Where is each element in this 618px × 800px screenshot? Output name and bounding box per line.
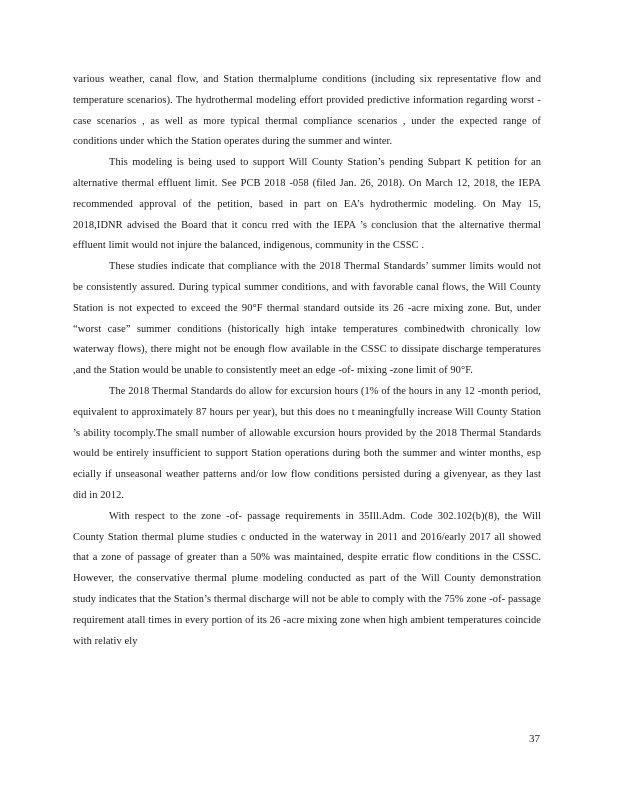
paragraph-continuation: various weather, canal flow, and Station thermalplume conditions (including six representative flow and temperature scenarios). The hydrothermal modeling effort provided predictive information regarding worst -case scenarios , as well as more typical thermal compliance scenarios , under the expected range of conditions under which the Station operates during the summer and winter.: [73, 74, 541, 148]
body-text: [73, 70, 541, 652]
page-number: 37: [529, 733, 540, 745]
paragraph-modeling-support: This modeling is being used to support Will County Station’s pending Subpart K petition for an alternative thermal effluent limit. See PCB 2018 -058 (filed Jan. 26, 2018). On March 12, 2018, the IEPA recommended approval of the petition, based in part on EA’s hydrothermic modeling. On May 15, 2018,IDNR advised the Board that it concu rred with the IEPA ’s conclusion that the alternative thermal effluent limit would not injure the balanced, indigenous, community in the CSSC .: [73, 157, 541, 252]
paragraph-zone-of-passage: With respect to the zone -of- passage requirements in 35Ill.Adm. Code 302.102(b)(8), the Will County Station thermal plume studies c onducted in the waterway in 2011 and 2016/early 2017 all showed that a zone of passage of greater than a 50% was maintained, despite erratic flow conditions in the CSSC. However, the conservative thermal plume modeling conducted as part of the Will County demonstration study indicates that the Station’s thermal discharge will not be able to comply with the 75% zone -of- passage requirement atall times in every portion of its 26 -acre mixing zone when high ambient temperatures coincide with relativ ely: [73, 510, 541, 647]
paragraph-excursion-hours: The 2018 Thermal Standards do allow for excursion hours (1% of the hours in any 12 -month period, equivalent to approximately 87 hours per year), but this does no t meaningfully increase Will County Station ’s ability tocomply.The small number of allowable excursion hours provided by the 2018 Thermal Standards would be entirely insufficient to support Station operations during both the summer and winter months, esp ecially if unseasonal weather patterns and/or low flow conditions persisted during a givenyear, as they last did in 2012.: [73, 385, 541, 501]
paragraph-compliance-studies: These studies indicate that compliance with the 2018 Thermal Standards’ summer limits would not be consistently assured. During typical summer conditions, and with favorable canal flows, the Will County Station is not expected to exceed the 90°F thermal standard outside its 26 -acre mixing zone. But, under “worst case” summer conditions (historically high intake temperatures combinedwith chronically low waterway flows), there might not be enough flow available in the CSSC to dissipate discharge temperatures ,and the Station would be unable to consistently meet an edge -of- mixing -zone limit of 90°F.: [73, 261, 541, 377]
